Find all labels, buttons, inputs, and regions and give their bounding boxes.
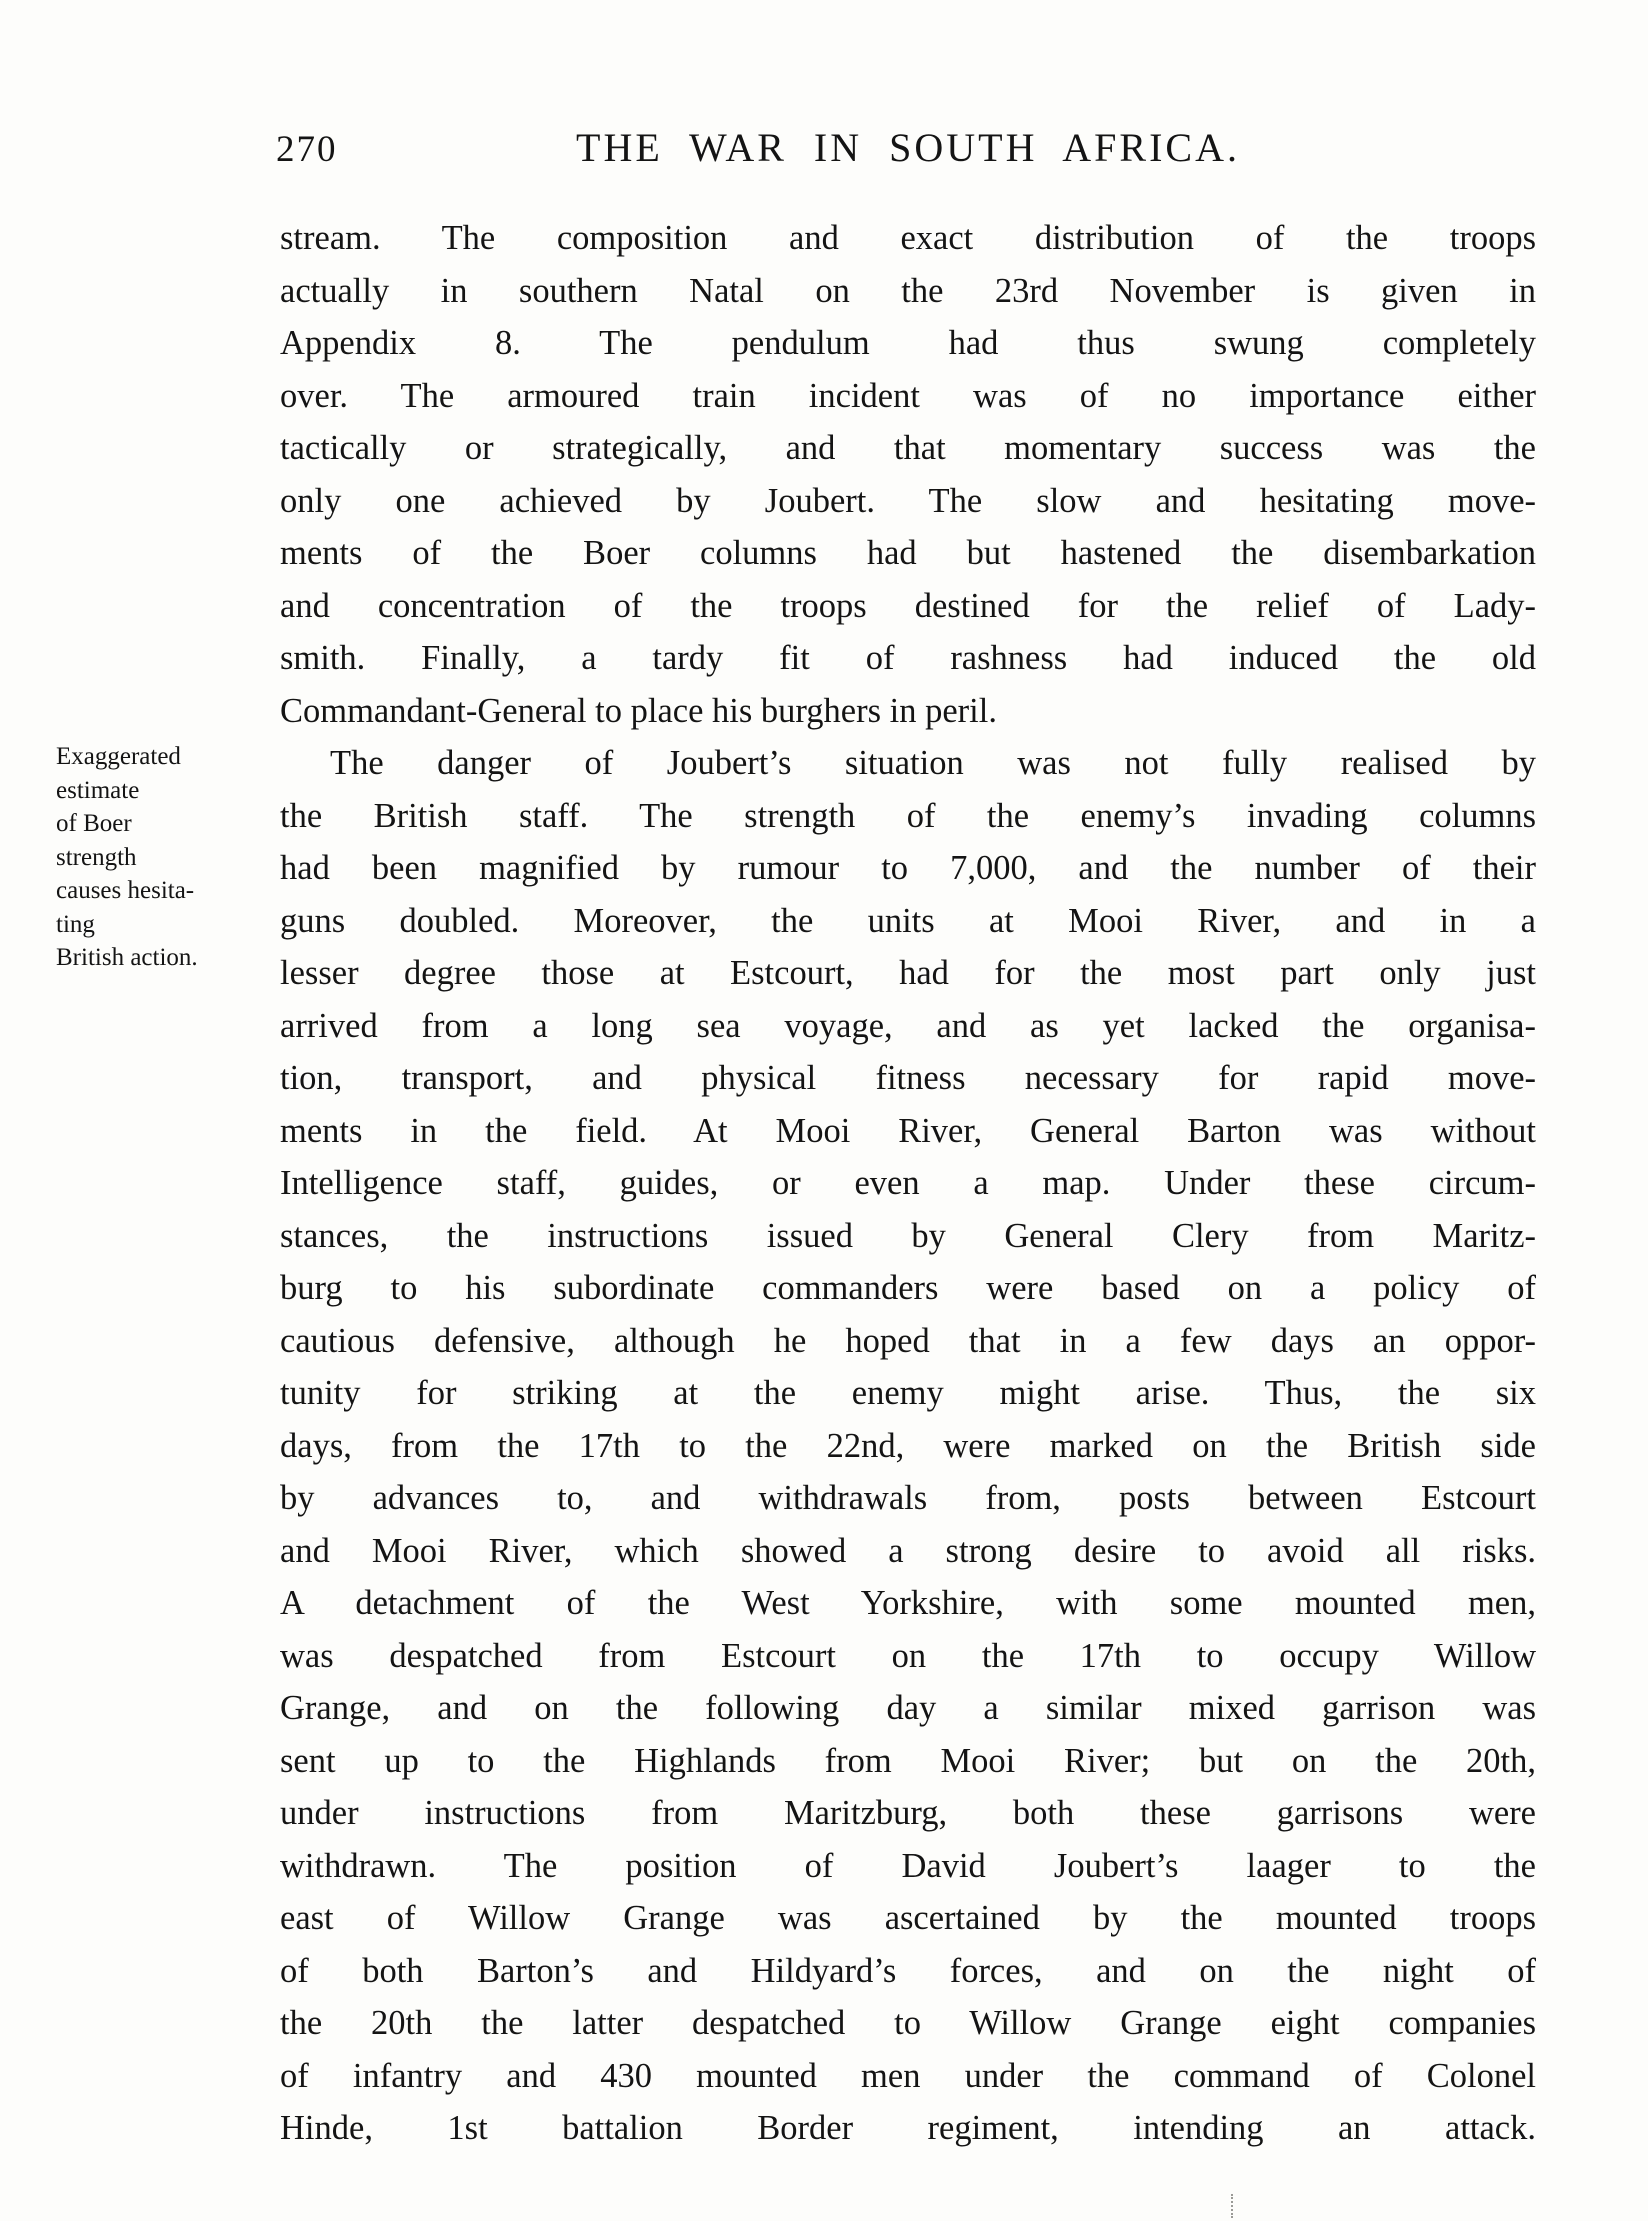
text-line: actually in southern Natal on the 23rd November is given in [280,271,1536,310]
text-line: only one achieved by Joubert. The slow and hesitating move- [280,481,1536,520]
text-line: The danger of Joubert’s situation was not fully realised by [330,744,1536,782]
text-line: east of Willow Grange was ascertained by the mounted troops [280,1899,1536,1937]
body-paragraph-continued [280,212,1536,737]
text-line: A detachment of the West Yorkshire, with some mounted men, [280,1584,1536,1622]
text-line: Hinde, 1st battalion Border regiment, intending an attack. [280,2109,1536,2147]
text-line: had been magnified by rumour to 7,000, and the number of their [280,849,1536,887]
text-line: British action. [56,944,198,971]
text-line: days, from the 17th to the 22nd, were marked on the British side [280,1426,1536,1465]
text-line: and Mooi River, which showed a strong desire to avoid all risks. [280,1531,1536,1570]
text-line: by advances to, and withdrawals from, posts between Estcourt [280,1479,1536,1517]
text-line: sent up to the Highlands from Mooi River; but on the 20th, [280,1741,1536,1780]
body-paragraph-new [280,737,1536,2155]
margin-note [56,740,274,975]
text-line: arrived from a long sea voyage, and as yet lacked the organisa- [280,1006,1536,1045]
text-line: estimate [56,776,140,804]
text-line: tion, transport, and physical fitness necessary for rapid move- [280,1059,1536,1097]
text-line: cautious defensive, although he hoped that in a few days an oppor- [280,1321,1536,1360]
text-line: stances, the instructions issued by General Clery from Maritz- [280,1216,1536,1255]
text-line: Appendix 8. The pendulum had thus swung completely [280,324,1536,362]
body-text-column [280,212,1536,2155]
text-line: causes hesita- [56,877,195,904]
text-line: Exaggerated [56,743,181,770]
text-line: ting [56,910,95,938]
text-line: strength [56,843,137,871]
text-line: of Boer [56,810,132,837]
text-line: lesser degree those at Estcourt, had for the most part only just [280,954,1536,992]
text-line: guns doubled. Moreover, the units at Mooi River, and in a [280,901,1536,940]
text-line: the 20th the latter despatched to Willow Grange eight companies [280,2004,1536,2042]
text-line: Commandant-General to place his burghers in peril. [280,691,997,730]
text-line: ments of the Boer columns had but hastened the disembarkation [280,534,1536,572]
running-head-title: THE WAR IN SOUTH AFRICA. [576,125,1240,170]
page-number: 270 [276,129,338,170]
text-line: Grange, and on the following day a similar mixed garrison was [280,1689,1536,1727]
text-line: tunity for striking at the enemy might arise. Thus, the six [280,1374,1536,1412]
text-line: of infantry and 430 mounted men under the command of Colonel [280,2056,1536,2095]
text-line: burg to his subordinate commanders were based on a policy of [280,1269,1536,1307]
text-line: tactically or strategically, and that momentary success was the [280,429,1536,467]
text-line: was despatched from Estcourt on the 17th to occupy Willow [280,1636,1536,1675]
scan-artifact-mark [1231,2194,1235,2218]
text-line: stream. The composition and exact distribution of the troops [280,219,1536,257]
text-line: and concentration of the troops destined for the relief of Lady- [280,586,1536,625]
text-line: ments in the field. At Mooi River, General Barton was without [280,1111,1536,1150]
text-line: of both Barton’s and Hildyard’s forces, and on the night of [280,1951,1536,1990]
text-line: smith. Finally, a tardy fit of rashness had induced the old [280,639,1536,677]
text-line: the British staff. The strength of the enemy’s invading columns [280,796,1536,835]
text-line: under instructions from Maritzburg, both these garrisons were [280,1794,1536,1832]
text-line: withdrawn. The position of David Joubert’s laager to the [280,1846,1536,1885]
text-line: Intelligence staff, guides, or even a map. Under these circum- [280,1164,1536,1202]
text-line: over. The armoured train incident was of no importance either [280,376,1536,415]
